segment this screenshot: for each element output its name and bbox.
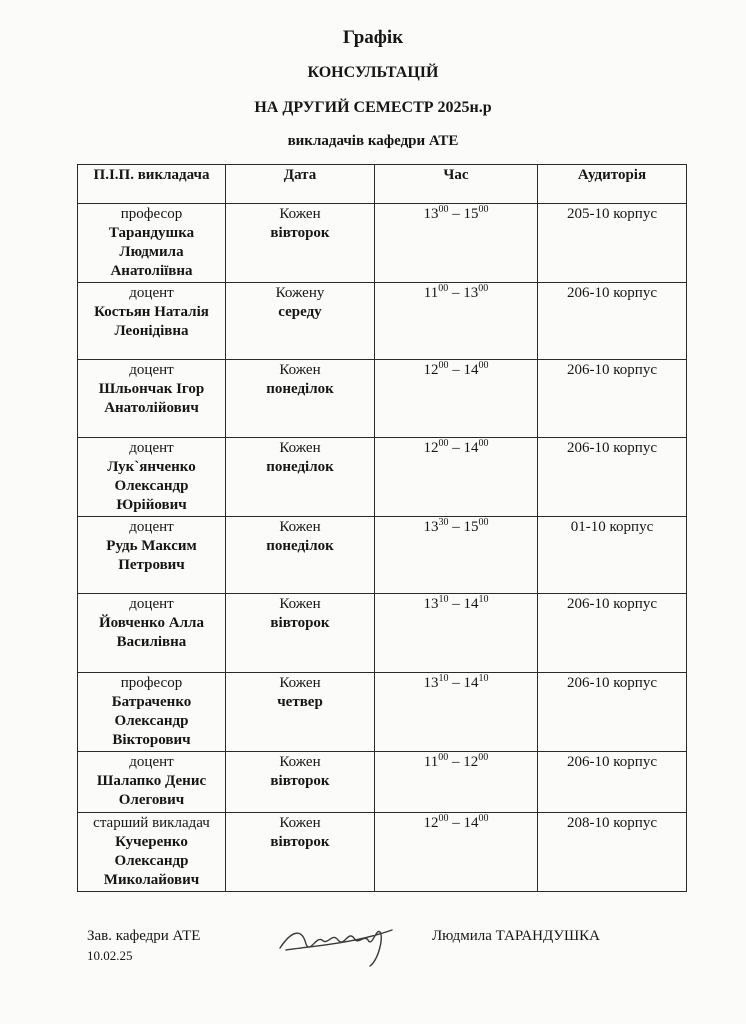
document-subtitle-consultations: КОНСУЛЬТАЦІЙ — [307, 64, 439, 81]
cell-time: $13^{30} - 15^{00}$ — [375, 517, 538, 594]
cell-time: $11^{00} - 12^{00}$ — [375, 752, 538, 813]
cell-room: 206-10 корпус — [538, 438, 687, 517]
end-hour: 14 — [463, 815, 479, 831]
weekday: четвер — [277, 694, 323, 710]
end-hour: 15 — [463, 206, 479, 222]
start-hour: 12 — [423, 815, 439, 831]
document-subtitle-department: викладачів кафедри АТЕ — [287, 133, 459, 149]
head-of-department-name: Людмила ТАРАНДУШКА — [432, 928, 601, 944]
table-body — [78, 204, 687, 892]
column-header-name: П.І.П. викладача — [78, 165, 226, 204]
end-minute: 00 — [478, 283, 489, 294]
start-hour: 11 — [423, 285, 439, 301]
table-row — [78, 283, 687, 360]
end-hour: 12 — [463, 754, 479, 770]
teacher-position: професор — [120, 206, 183, 222]
table-row — [78, 438, 687, 517]
head-of-department-label: Зав. кафедри АТЕ — [87, 928, 201, 944]
cell-time: $12^{00} - 14^{00}$ — [375, 813, 538, 892]
table-header-row — [78, 165, 687, 204]
end-minute: 10 — [478, 673, 489, 684]
weekday: понеділок — [266, 538, 334, 554]
cell-time: $13^{00} - 15^{00}$ — [375, 204, 538, 283]
end-hour: 14 — [463, 440, 479, 456]
cell-teacher — [78, 813, 226, 892]
start-minute: 00 — [438, 813, 449, 824]
weekday: середу — [278, 304, 322, 320]
start-minute: 00 — [438, 283, 449, 294]
cell-teacher — [78, 204, 226, 283]
end-hour: 14 — [463, 362, 479, 378]
cell-teacher — [78, 594, 226, 673]
weekday: понеділок — [266, 381, 334, 397]
end-minute: 00 — [478, 813, 489, 824]
cell-date — [226, 283, 375, 360]
date-prefix: Кожен — [279, 815, 321, 831]
teacher-position: доцент — [129, 754, 174, 770]
start-minute: 00 — [438, 360, 449, 371]
teacher-name: Кучеренко Олександр Миколайович — [103, 834, 200, 888]
teacher-position: професор — [120, 675, 183, 691]
table-row — [78, 752, 687, 813]
cell-date — [226, 594, 375, 673]
cell-time: $13^{10} - 14^{10}$ — [375, 594, 538, 673]
date-prefix: Кожен — [279, 440, 321, 456]
table-row — [78, 204, 687, 283]
teacher-name: Шльончак Ігор Анатолійович — [98, 381, 205, 416]
teacher-name: Тарандушка Людмила Анатоліївна — [108, 225, 195, 279]
cell-room: 205-10 корпус — [538, 204, 687, 283]
teacher-name: Йовченко Алла Василівна — [99, 615, 204, 650]
end-hour: 14 — [463, 596, 479, 612]
cell-teacher — [78, 283, 226, 360]
cell-room: 206-10 корпус — [538, 283, 687, 360]
teacher-position: доцент — [129, 285, 174, 301]
start-hour: 13 — [423, 596, 439, 612]
weekday: понеділок — [266, 459, 334, 475]
weekday: вівторок — [270, 834, 330, 850]
start-minute: 00 — [438, 438, 449, 449]
cell-date — [226, 204, 375, 283]
date-prefix: Кожен — [279, 206, 321, 222]
cell-date — [226, 360, 375, 438]
date-prefix: Кожен — [279, 754, 321, 770]
cell-time: $12^{00} - 14^{00}$ — [375, 438, 538, 517]
end-hour: 14 — [463, 675, 479, 691]
cell-date — [226, 673, 375, 752]
column-header-time: Час — [375, 165, 538, 204]
cell-date — [226, 813, 375, 892]
consultation-schedule-table — [77, 164, 687, 892]
weekday: вівторок — [270, 225, 330, 241]
teacher-position: доцент — [129, 596, 174, 612]
column-header-date: Дата — [226, 165, 375, 204]
end-minute: 00 — [478, 752, 489, 763]
teacher-position: старший викладач — [93, 815, 210, 831]
cell-teacher — [78, 438, 226, 517]
teacher-position: доцент — [129, 362, 174, 378]
date-prefix: Кожен — [279, 362, 321, 378]
start-hour: 13 — [423, 675, 439, 691]
table-row — [78, 813, 687, 892]
teacher-name: Костьян Наталія Леонідівна — [94, 304, 209, 339]
weekday: вівторок — [270, 773, 330, 789]
cell-teacher — [78, 517, 226, 594]
document-date: 10.02.25 — [87, 948, 133, 963]
cell-date — [226, 752, 375, 813]
cell-room: 206-10 корпус — [538, 360, 687, 438]
cell-teacher — [78, 752, 226, 813]
start-minute: 10 — [438, 594, 449, 605]
date-prefix: Кожен — [279, 596, 321, 612]
end-minute: 00 — [478, 360, 489, 371]
table-row — [78, 673, 687, 752]
end-hour: 15 — [463, 519, 479, 535]
start-minute: 30 — [438, 517, 449, 528]
cell-time: $11^{00} - 13^{00}$ — [375, 283, 538, 360]
teacher-name: Рудь Максим Петрович — [106, 538, 197, 573]
cell-teacher — [78, 673, 226, 752]
document-title: Графік — [342, 27, 404, 48]
date-prefix: Кожен — [279, 519, 321, 535]
date-prefix: Кожен — [279, 675, 321, 691]
start-hour: 12 — [423, 440, 439, 456]
column-header-room: Аудиторія — [538, 165, 687, 204]
handwritten-signature — [272, 910, 402, 970]
end-minute: 00 — [478, 438, 489, 449]
document-subtitle-semester: НА ДРУГИЙ СЕМЕСТР 2025н.р — [254, 99, 492, 116]
table-row — [78, 594, 687, 673]
teacher-position: доцент — [129, 519, 174, 535]
end-minute: 10 — [478, 594, 489, 605]
cell-time: $12^{00} - 14^{00}$ — [375, 360, 538, 438]
date-prefix: Кожену — [275, 285, 325, 301]
teacher-position: доцент — [129, 440, 174, 456]
start-hour: 13 — [423, 206, 439, 222]
start-hour: 11 — [423, 754, 439, 770]
cell-time: $13^{10} - 14^{10}$ — [375, 673, 538, 752]
cell-room: 01-10 корпус — [538, 517, 687, 594]
cell-date — [226, 517, 375, 594]
weekday: вівторок — [270, 615, 330, 631]
start-minute: 10 — [438, 673, 449, 684]
cell-room: 206-10 корпус — [538, 594, 687, 673]
teacher-name: Лук`янченко Олександр Юрійович — [107, 459, 196, 513]
teacher-name: Батраченко Олександр Вікторович — [111, 694, 192, 748]
start-minute: 00 — [438, 204, 449, 215]
cell-room: 206-10 корпус — [538, 752, 687, 813]
table-row — [78, 517, 687, 594]
cell-date — [226, 438, 375, 517]
end-minute: 00 — [478, 204, 489, 215]
start-minute: 00 — [438, 752, 449, 763]
end-minute: 00 — [478, 517, 489, 528]
table-row — [78, 360, 687, 438]
cell-room: 206-10 корпус — [538, 673, 687, 752]
cell-teacher — [78, 360, 226, 438]
start-hour: 12 — [423, 362, 439, 378]
teacher-name: Шалапко Денис Олегович — [96, 773, 207, 808]
cell-room: 208-10 корпус — [538, 813, 687, 892]
start-hour: 13 — [423, 519, 439, 535]
end-hour: 13 — [463, 285, 479, 301]
